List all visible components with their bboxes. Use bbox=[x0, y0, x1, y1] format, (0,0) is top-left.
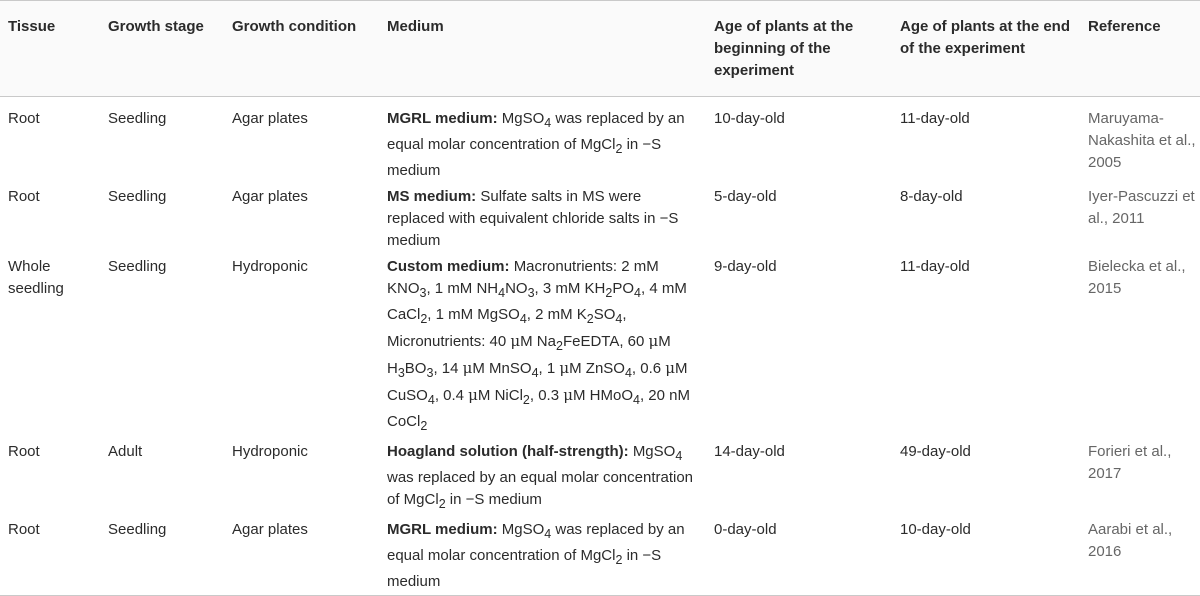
cell-growth-stage: Seedling bbox=[108, 188, 167, 205]
cell-reference: Aarabi et al., 2016 bbox=[1080, 517, 1200, 596]
medium-description: MgSO$_4$ was replaced by an equal molar concentration of MgCl$_2$ in −S medium bbox=[387, 443, 694, 511]
table-header bbox=[0, 1, 1200, 97]
cell-growth-condition: Agar plates bbox=[232, 110, 308, 127]
cell-reference: Iyer-Pascuzzi et al., 2011 bbox=[1088, 188, 1195, 227]
cell-growth-stage: Seedling bbox=[108, 110, 167, 127]
cell-growth-stage: Adult bbox=[108, 443, 143, 460]
cell-medium bbox=[379, 97, 706, 185]
cell-tissue: Root bbox=[0, 517, 100, 596]
medium-name: MGRL medium: bbox=[387, 521, 498, 538]
table-row bbox=[0, 97, 1200, 185]
header-age-start: Age of plants at the beginning of the experiment bbox=[706, 1, 892, 97]
cell-reference: Maruyama-Nakashita et al., 2005 bbox=[1088, 110, 1196, 171]
cell-reference: Bielecka et al., 2015 bbox=[1088, 258, 1186, 297]
medium-description: MgSO$_4$ was replaced by an equal molar concentration of MgCl$_2$ in −S medium bbox=[387, 521, 685, 590]
table-row bbox=[0, 254, 1200, 439]
cell-growth-condition: Agar plates bbox=[232, 188, 308, 205]
header-growth-condition: Growth condition bbox=[224, 1, 379, 97]
cell-growth-stage: Seedling bbox=[100, 517, 224, 596]
cell-tissue: Root bbox=[8, 110, 40, 127]
cell-medium bbox=[379, 254, 706, 439]
cell-age-start: 10-day-old bbox=[714, 110, 785, 127]
cell-medium bbox=[379, 517, 706, 596]
cell-growth-condition: Hydroponic bbox=[232, 443, 308, 460]
header-row bbox=[0, 1, 1200, 97]
cell-growth-stage: Seedling bbox=[108, 258, 167, 275]
medium-name: Custom medium: bbox=[387, 258, 510, 275]
cell-age-end: 10-day-old bbox=[892, 517, 1080, 596]
cell-age-end: 11-day-old bbox=[900, 110, 970, 127]
cell-tissue: Root bbox=[8, 188, 40, 205]
cell-age-end: 8-day-old bbox=[900, 188, 963, 205]
medium-name: Hoagland solution (half-strength): bbox=[387, 443, 629, 460]
cell-tissue: Root bbox=[8, 443, 40, 460]
table-body bbox=[0, 97, 1200, 596]
cell-age-end: 49-day-old bbox=[900, 443, 971, 460]
cell-age-start: 14-day-old bbox=[714, 443, 785, 460]
table-row bbox=[0, 184, 1200, 254]
cell-age-start: 9-day-old bbox=[714, 258, 777, 275]
table-row bbox=[0, 439, 1200, 517]
cell-age-start: 0-day-old bbox=[706, 517, 892, 596]
header-reference: Reference bbox=[1080, 1, 1200, 97]
medium-description: MgSO$_4$ was replaced by an equal molar concentration of MgCl$_2$ in −S medium bbox=[387, 110, 685, 179]
cell-growth-condition: Hydroponic bbox=[232, 258, 308, 275]
cell-age-start: 5-day-old bbox=[714, 188, 777, 205]
cell-age-end: 11-day-old bbox=[900, 258, 970, 275]
header-tissue: Tissue bbox=[0, 1, 100, 97]
table-row bbox=[0, 517, 1200, 596]
cell-growth-condition: Agar plates bbox=[224, 517, 379, 596]
header-growth-stage: Growth stage bbox=[100, 1, 224, 97]
medium-description: Sulfate salts in MS were replaced with equivalent chloride salts in −S medium bbox=[387, 188, 679, 249]
medium-description: Macronutrients: 2 mM $KNO_3$, 1 mM $NH_4NO_3$, 3 mM $KH_2PO_4$, 4 mM CaCl$_2$, 1 mM MgSO$_4$, 2 mM $K_2SO_4$, Micronutrients: 40 μM $Na_2FeEDTA$, 60 μM $H_3BO_3$, 14 μM MnSO$_4$, 1 μM ZnSO$_4$, 0.6 μM CuSO$_4$, 0.4 μM NiCl$_2$, 0.3 μM HMoO$_4$, 20 nM CoCl$_2$ bbox=[387, 258, 690, 433]
cell-tissue: Whole seedling bbox=[8, 258, 64, 297]
header-age-end: Age of plants at the end of the experiment bbox=[892, 1, 1080, 97]
header-medium: Medium bbox=[379, 1, 706, 97]
cell-medium bbox=[379, 439, 706, 517]
medium-name: MS medium: bbox=[387, 188, 477, 205]
cell-reference: Forieri et al., 2017 bbox=[1088, 443, 1172, 482]
medium-name: MGRL medium: bbox=[387, 110, 498, 127]
cell-medium bbox=[379, 184, 706, 254]
